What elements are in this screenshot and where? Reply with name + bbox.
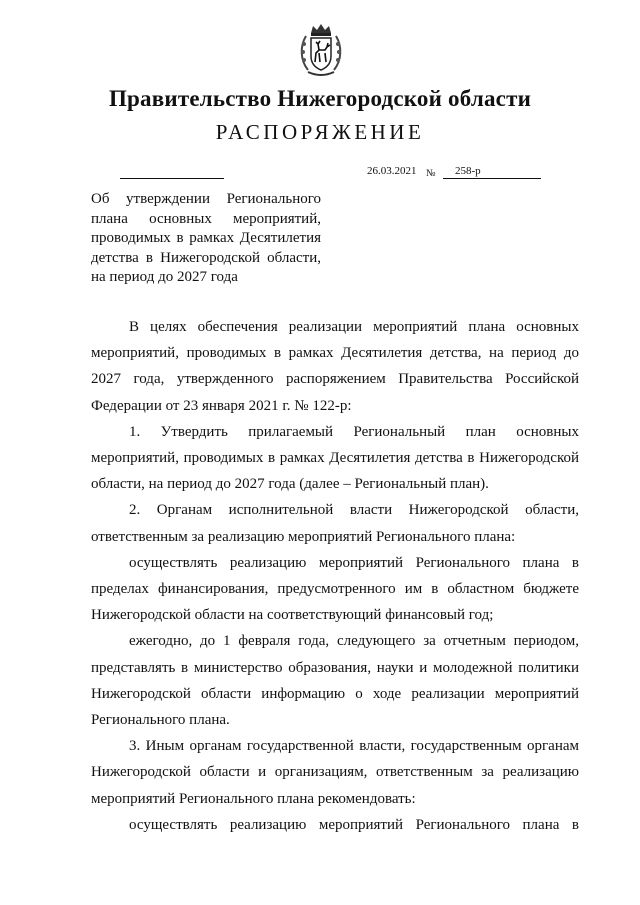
document-subject [91,190,321,288]
subject-line: детства в Нижегородской области, [91,249,321,266]
body-paragraph: осуществлять реализацию мероприятий Регионального плана в пределах финансирования, предусмотренного им в областном бюджете Нижегородской области на соответствующий финансовый год; [91,554,579,624]
document-date: 26.03.2021 [367,165,417,177]
subject-line: плана основных мероприятий, [91,210,321,227]
body-paragraph: 1. Утвердить прилагаемый Региональный план основных мероприятий, проводимых в рамках Десятилетия детства в Нижегородской области, на период до 2027 года (далее – Региональный план). [91,423,579,493]
body-paragraph: осуществлять реализацию мероприятий Регионального плана в [129,816,579,833]
subject-line: проводимых в рамках Десятилетия [91,230,321,246]
subject-line: на период до 2027 года [91,269,238,285]
body-paragraph: В целях обеспечения реализации мероприятий плана основных мероприятий, проводимых в рамках Десятилетия детства, на период до 2027 года, утвержденного распоряжением Правительства Российской Федерации от 23 января 2021 г. № 122-р: [91,319,579,414]
document-type: РАСПОРЯЖЕНИЕ [215,120,425,144]
org-title: Правительство Нижегородской области [108,86,532,111]
coat-of-arms-icon [298,22,344,78]
body-paragraph: ежегодно, до 1 февраля года, следующего за отчетным периодом, представлять в министерство образования, науки и молодежной политики Нижегородской области информацию о ходе реализации мероприятий Регионального плана. [91,633,579,729]
number-sign: № [426,168,436,179]
subject-line: Об утверждении Регионального [91,191,321,207]
body-paragraph: 2. Органам исполнительной власти Нижегородской области, ответственным за реализацию мероприятий Регионального плана: [91,502,579,545]
document-body [91,314,579,838]
document-number: 258-р [443,165,541,179]
signature-blank-line [120,178,224,179]
body-paragraph: 3. Иным органам государственной власти, государственным органам Нижегородской области и организациям, ответственным за реализацию мероприятий Регионального плана рекомендовать: [91,738,579,807]
